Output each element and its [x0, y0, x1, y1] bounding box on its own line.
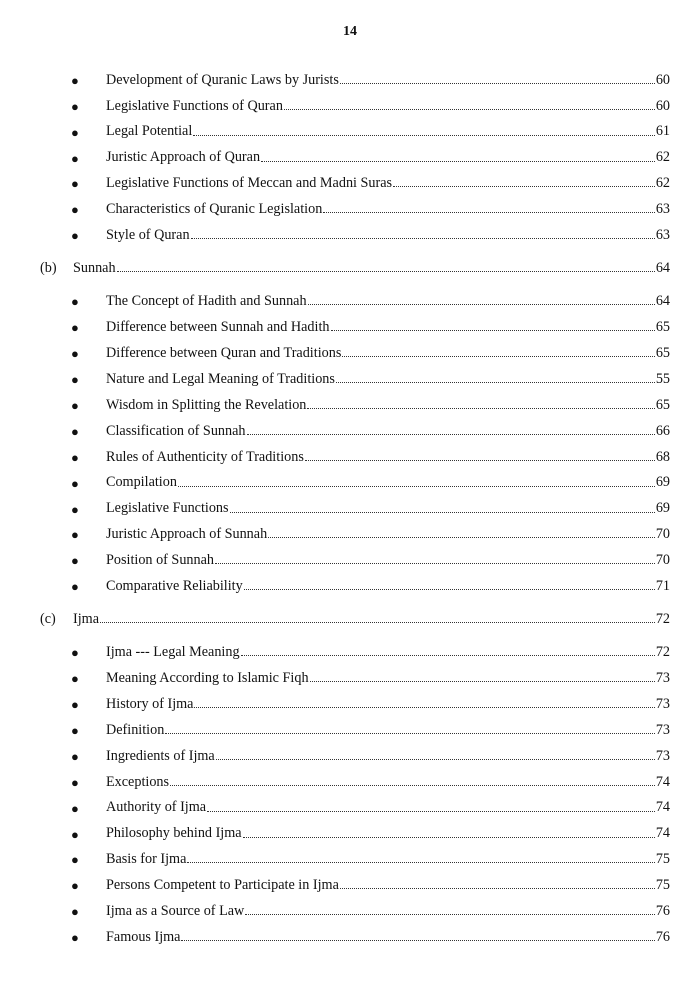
- page-number: 14: [343, 24, 357, 39]
- bullet-icon: ●: [71, 748, 79, 764]
- entry-title: Philosophy behind Ijma: [106, 825, 242, 842]
- section-label: (c): [40, 611, 56, 628]
- toc-entry: [40, 61, 670, 87]
- toc-entry: [40, 464, 670, 490]
- entry-title: Meaning According to Islamic Fiqh: [106, 670, 309, 687]
- bullet-icon: ●: [71, 723, 79, 739]
- dot-leader: [261, 161, 655, 162]
- dot-leader: [181, 940, 654, 941]
- entry-page-number: 60: [655, 71, 670, 88]
- bullet-icon: ●: [71, 671, 79, 687]
- dot-leader: [340, 83, 655, 84]
- entry-page-number: 75: [655, 851, 670, 868]
- toc-entry: [40, 567, 670, 593]
- entry-title: Juristic Approach of Quran: [106, 149, 261, 166]
- toc-entry: [40, 412, 670, 438]
- toc-entry: [40, 763, 670, 789]
- toc-entry: [40, 190, 670, 216]
- entry-page-number: 63: [655, 201, 670, 218]
- dot-leader: [243, 837, 655, 838]
- entry-page-number: 73: [655, 747, 670, 764]
- bullet-icon: ●: [71, 397, 79, 413]
- toc-entry: [40, 685, 670, 711]
- dot-leader: [194, 707, 654, 708]
- bullet-icon: ●: [71, 449, 79, 465]
- toc-entry: [40, 113, 670, 139]
- bullet-icon: ●: [71, 423, 79, 439]
- entry-page-number: 65: [655, 319, 670, 336]
- dot-leader: [310, 681, 655, 682]
- bullet-icon: ●: [71, 645, 79, 661]
- entry-page-number: 69: [655, 500, 670, 517]
- bullet-icon: ●: [71, 527, 79, 543]
- entry-title: Authority of Ijma: [106, 799, 207, 816]
- bullet-icon: ●: [71, 826, 79, 842]
- dot-leader: [247, 434, 655, 435]
- dot-leader: [245, 914, 655, 915]
- entry-page-number: 61: [655, 123, 670, 140]
- entry-page-number: 72: [655, 611, 670, 628]
- toc-entry: [40, 866, 670, 892]
- bullet-icon: ●: [71, 800, 79, 816]
- bullet-icon: ●: [71, 553, 79, 569]
- bullet-icon: ●: [71, 372, 79, 388]
- entry-page-number: 70: [655, 526, 670, 543]
- dot-leader: [215, 563, 655, 564]
- toc-entry: [40, 283, 670, 309]
- dot-leader: [207, 811, 655, 812]
- bullet-icon: ●: [71, 501, 79, 517]
- bullet-icon: ●: [71, 774, 79, 790]
- entry-title: Ijma --- Legal Meaning: [106, 644, 240, 661]
- toc-entry: [40, 737, 670, 763]
- entry-title: Definition: [106, 721, 165, 738]
- bullet-icon: ●: [71, 475, 79, 491]
- bullet-icon: ●: [71, 294, 79, 310]
- toc-section-entry: [40, 249, 670, 275]
- entry-page-number: 76: [655, 928, 670, 945]
- dot-leader: [117, 271, 655, 272]
- entry-page-number: 74: [655, 773, 670, 790]
- dot-leader: [336, 382, 655, 383]
- toc-entry: [40, 711, 670, 737]
- entry-title: Persons Competent to Participate in Ijma: [106, 877, 339, 894]
- entry-page-number: 62: [655, 149, 670, 166]
- entry-title: Ijma: [73, 611, 99, 628]
- entry-page-number: 75: [655, 877, 670, 894]
- bullet-icon: ●: [71, 346, 79, 362]
- bullet-icon: ●: [71, 697, 79, 713]
- entry-title: Development of Quranic Laws by Jurists: [106, 71, 339, 88]
- entry-page-number: 71: [655, 577, 670, 594]
- entry-page-number: 74: [655, 825, 670, 842]
- bullet-icon: ●: [71, 98, 79, 114]
- entry-title: The Concept of Hadith and Sunnah: [106, 293, 307, 310]
- entry-page-number: 74: [655, 799, 670, 816]
- bullet-icon: ●: [71, 904, 79, 920]
- dot-leader: [323, 212, 655, 213]
- entry-page-number: 65: [655, 344, 670, 361]
- entry-page-number: 64: [655, 293, 670, 310]
- toc-entry: [40, 892, 670, 918]
- entry-title: Ingredients of Ijma: [106, 747, 215, 764]
- bullet-icon: ●: [71, 124, 79, 140]
- bullet-icon: ●: [71, 320, 79, 336]
- toc-entry: [40, 438, 670, 464]
- toc-entry: [40, 87, 670, 113]
- toc-entry: [40, 334, 670, 360]
- bullet-icon: ●: [71, 72, 79, 88]
- toc-entry: [40, 841, 670, 867]
- dot-leader: [244, 589, 655, 590]
- entry-title: Legislative Functions: [106, 500, 229, 517]
- entry-page-number: 64: [655, 260, 670, 277]
- section-label: (b): [40, 260, 57, 277]
- entry-title: Exceptions: [106, 773, 170, 790]
- entry-title: Characteristics of Quranic Legislation: [106, 201, 323, 218]
- dot-leader: [340, 888, 655, 889]
- bullet-icon: ●: [71, 930, 79, 946]
- toc-entry: [40, 918, 670, 944]
- entry-page-number: 65: [655, 396, 670, 413]
- entry-title: Juristic Approach of Sunnah: [106, 526, 268, 543]
- toc-entry: [40, 165, 670, 191]
- dot-leader: [193, 135, 655, 136]
- dot-leader: [342, 356, 654, 357]
- toc-entry: [40, 490, 670, 516]
- dot-leader: [284, 109, 655, 110]
- toc-entry: [40, 541, 670, 567]
- toc-entry: [40, 308, 670, 334]
- entry-page-number: 73: [655, 670, 670, 687]
- bullet-icon: ●: [71, 852, 79, 868]
- entry-title: Difference between Sunnah and Hadith: [106, 319, 330, 336]
- entry-title: History of Ijma: [106, 695, 194, 712]
- entry-title: Nature and Legal Meaning of Traditions: [106, 370, 335, 387]
- entry-title: Legislative Functions of Meccan and Madni Suras: [106, 175, 393, 192]
- dot-leader: [230, 512, 655, 513]
- entry-title: Sunnah: [73, 260, 116, 277]
- toc-entry: [40, 360, 670, 386]
- toc-entry: [40, 386, 670, 412]
- bullet-icon: ●: [71, 878, 79, 894]
- entry-page-number: 69: [655, 474, 670, 491]
- entry-title: Rules of Authenticity of Traditions: [106, 448, 304, 465]
- entry-page-number: 68: [655, 448, 670, 465]
- toc-entry: [40, 139, 670, 165]
- bullet-icon: ●: [71, 202, 79, 218]
- entry-page-number: 55: [655, 370, 670, 387]
- entry-page-number: 63: [655, 227, 670, 244]
- entry-page-number: 60: [655, 97, 670, 114]
- entry-title: Ijma as a Source of Law: [106, 903, 245, 920]
- dot-leader: [268, 537, 655, 538]
- entry-title: Style of Quran: [106, 227, 190, 244]
- entry-title: Legislative Functions of Quran: [106, 97, 283, 114]
- entry-page-number: 62: [655, 175, 670, 192]
- entry-page-number: 76: [655, 903, 670, 920]
- toc-entry: [40, 633, 670, 659]
- entry-title: Compilation: [106, 474, 177, 491]
- table-of-contents: [40, 61, 670, 944]
- toc-section-entry: [40, 600, 670, 626]
- dot-leader: [241, 655, 655, 656]
- entry-title: Comparative Reliability: [106, 577, 243, 594]
- dot-leader: [191, 238, 655, 239]
- bullet-icon: ●: [71, 579, 79, 595]
- bullet-icon: ●: [71, 176, 79, 192]
- dot-leader: [170, 785, 655, 786]
- bullet-icon: ●: [71, 150, 79, 166]
- dot-leader: [307, 408, 654, 409]
- toc-entry: [40, 659, 670, 685]
- entry-title: Position of Sunnah: [106, 552, 214, 569]
- dot-leader: [305, 460, 655, 461]
- entry-page-number: 72: [655, 644, 670, 661]
- entry-page-number: 73: [655, 721, 670, 738]
- entry-page-number: 73: [655, 695, 670, 712]
- entry-page-number: 70: [655, 552, 670, 569]
- entry-title: Basis for Ijma: [106, 851, 187, 868]
- toc-entry: [40, 815, 670, 841]
- dot-leader: [187, 862, 654, 863]
- entry-title: Famous Ijma: [106, 928, 181, 945]
- toc-entry: [40, 216, 670, 242]
- dot-leader: [216, 759, 655, 760]
- entry-title: Difference between Quran and Traditions: [106, 344, 342, 361]
- dot-leader: [308, 304, 655, 305]
- toc-entry: [40, 789, 670, 815]
- dot-leader: [165, 733, 654, 734]
- dot-leader: [331, 330, 655, 331]
- toc-entry: [40, 516, 670, 542]
- dot-leader: [393, 186, 655, 187]
- bullet-icon: ●: [71, 228, 79, 244]
- entry-title: Legal Potential: [106, 123, 193, 140]
- entry-title: Wisdom in Splitting the Revelation: [106, 396, 307, 413]
- entry-title: Classification of Sunnah: [106, 422, 246, 439]
- entry-page-number: 66: [655, 422, 670, 439]
- dot-leader: [100, 622, 655, 623]
- dot-leader: [178, 486, 655, 487]
